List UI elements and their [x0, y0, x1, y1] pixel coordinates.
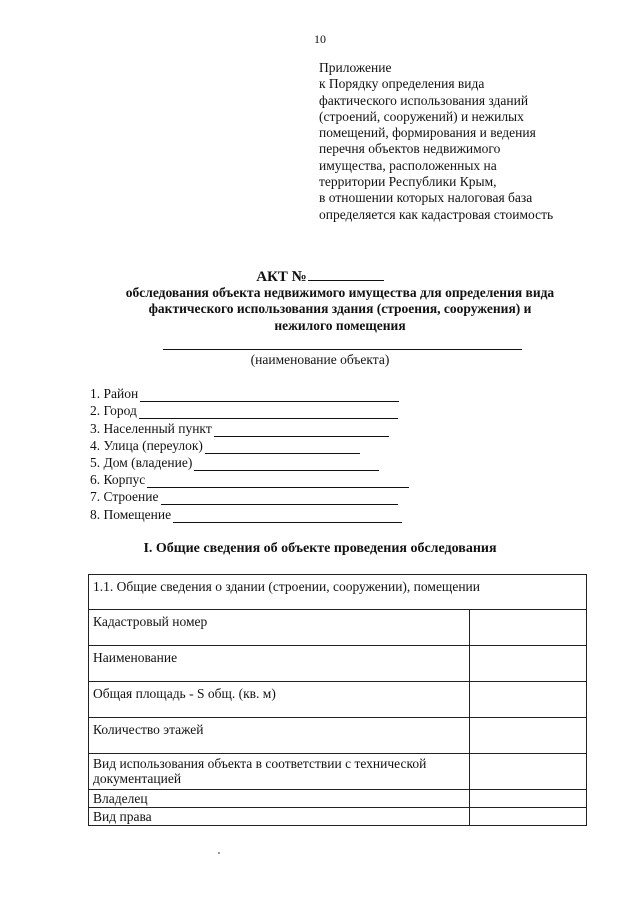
- act-subtitle-line: обследования объекта недвижимого имущества для определения вида: [125, 285, 555, 300]
- object-name-line: [163, 349, 522, 350]
- field-district: [90, 385, 409, 402]
- row-value-cell: [470, 790, 587, 808]
- section-title: I. Общие сведения об объекте проведения обследования: [143, 541, 497, 556]
- field-label: 4. Улица (переулок): [90, 437, 203, 453]
- object-name-caption: (наименование объекта): [250, 352, 390, 367]
- act-subtitle-line: нежилого помещения: [274, 317, 406, 333]
- field-settlement: [90, 419, 409, 436]
- row-label: Вид использования объекта в соответствии с технической документацией: [89, 754, 470, 790]
- row-label: Кадастровый номер: [89, 610, 470, 646]
- row-label: Наименование: [89, 646, 470, 682]
- field-blank: [140, 390, 399, 402]
- table-header-row: [89, 575, 587, 610]
- appendix-line: перечня объектов недвижимого: [319, 141, 501, 157]
- row-value-cell: [470, 718, 587, 754]
- row-label: Количество этажей: [89, 718, 470, 754]
- act-subtitle: [70, 285, 610, 334]
- field-house: [90, 454, 409, 471]
- field-structure: [90, 488, 409, 505]
- field-label: 6. Корпус: [90, 472, 146, 488]
- act-number-blank: [308, 266, 384, 281]
- row-value-cell: [470, 646, 587, 682]
- table-row: [89, 610, 587, 646]
- field-label: 5. Дом (владение): [90, 454, 193, 470]
- field-building: [90, 471, 409, 488]
- address-fields: [90, 385, 409, 523]
- appendix-line: Приложение: [319, 60, 392, 75]
- field-label: 7. Строение: [90, 489, 159, 505]
- row-label: Вид права: [89, 808, 470, 826]
- row-value-cell: [470, 610, 587, 646]
- act-subtitle-line: фактического использования здания (строения, сооружения) и: [148, 301, 532, 317]
- field-blank: [161, 493, 398, 505]
- field-label: 8. Помещение: [90, 506, 172, 522]
- general-info-table: [88, 574, 587, 826]
- appendix-line: территории Республики Крым,: [319, 174, 497, 190]
- field-label: 3. Населенный пункт: [90, 420, 212, 436]
- row-value-cell: [470, 682, 587, 718]
- table-row: [89, 646, 587, 682]
- row-label: Общая площадь - S общ. (кв. м): [89, 682, 470, 718]
- field-label: 1. Район: [90, 386, 139, 402]
- table-row: [89, 790, 587, 808]
- table-header-cell: 1.1. Общие сведения о здании (строении, сооружении), помещении: [89, 575, 587, 610]
- table-row: [89, 754, 587, 790]
- act-title: [0, 266, 640, 286]
- table-row: [89, 808, 587, 826]
- scan-speck: [218, 852, 220, 854]
- field-blank: [139, 407, 398, 419]
- appendix-line: фактического использования зданий: [319, 92, 529, 108]
- act-title-text: АКТ №: [256, 269, 307, 285]
- field-blank: [214, 425, 389, 437]
- table-row: [89, 718, 587, 754]
- appendix-line: помещений, формирования и ведения: [319, 125, 536, 141]
- field-blank: [205, 442, 360, 454]
- field-city: [90, 402, 409, 419]
- field-blank: [173, 511, 402, 523]
- field-street: [90, 437, 409, 454]
- appendix-line: определяется как кадастровая стоимость: [319, 206, 554, 222]
- appendix-line: имущества, расположенных на: [319, 157, 497, 173]
- row-label: Владелец: [89, 790, 470, 808]
- field-premises: [90, 505, 409, 522]
- row-value-cell: [470, 808, 587, 826]
- appendix-line: в отношении которых налоговая база: [319, 190, 533, 206]
- row-value-cell: [470, 754, 587, 790]
- appendix-line: к Порядку определения вида: [319, 76, 485, 92]
- appendix-note: [319, 60, 553, 223]
- field-label: 2. Город: [90, 403, 137, 419]
- table-row: [89, 682, 587, 718]
- appendix-line: (строений, сооружений) и нежилых: [319, 108, 524, 124]
- page-number: 10: [314, 32, 326, 46]
- field-blank: [194, 459, 379, 471]
- field-blank: [147, 476, 409, 488]
